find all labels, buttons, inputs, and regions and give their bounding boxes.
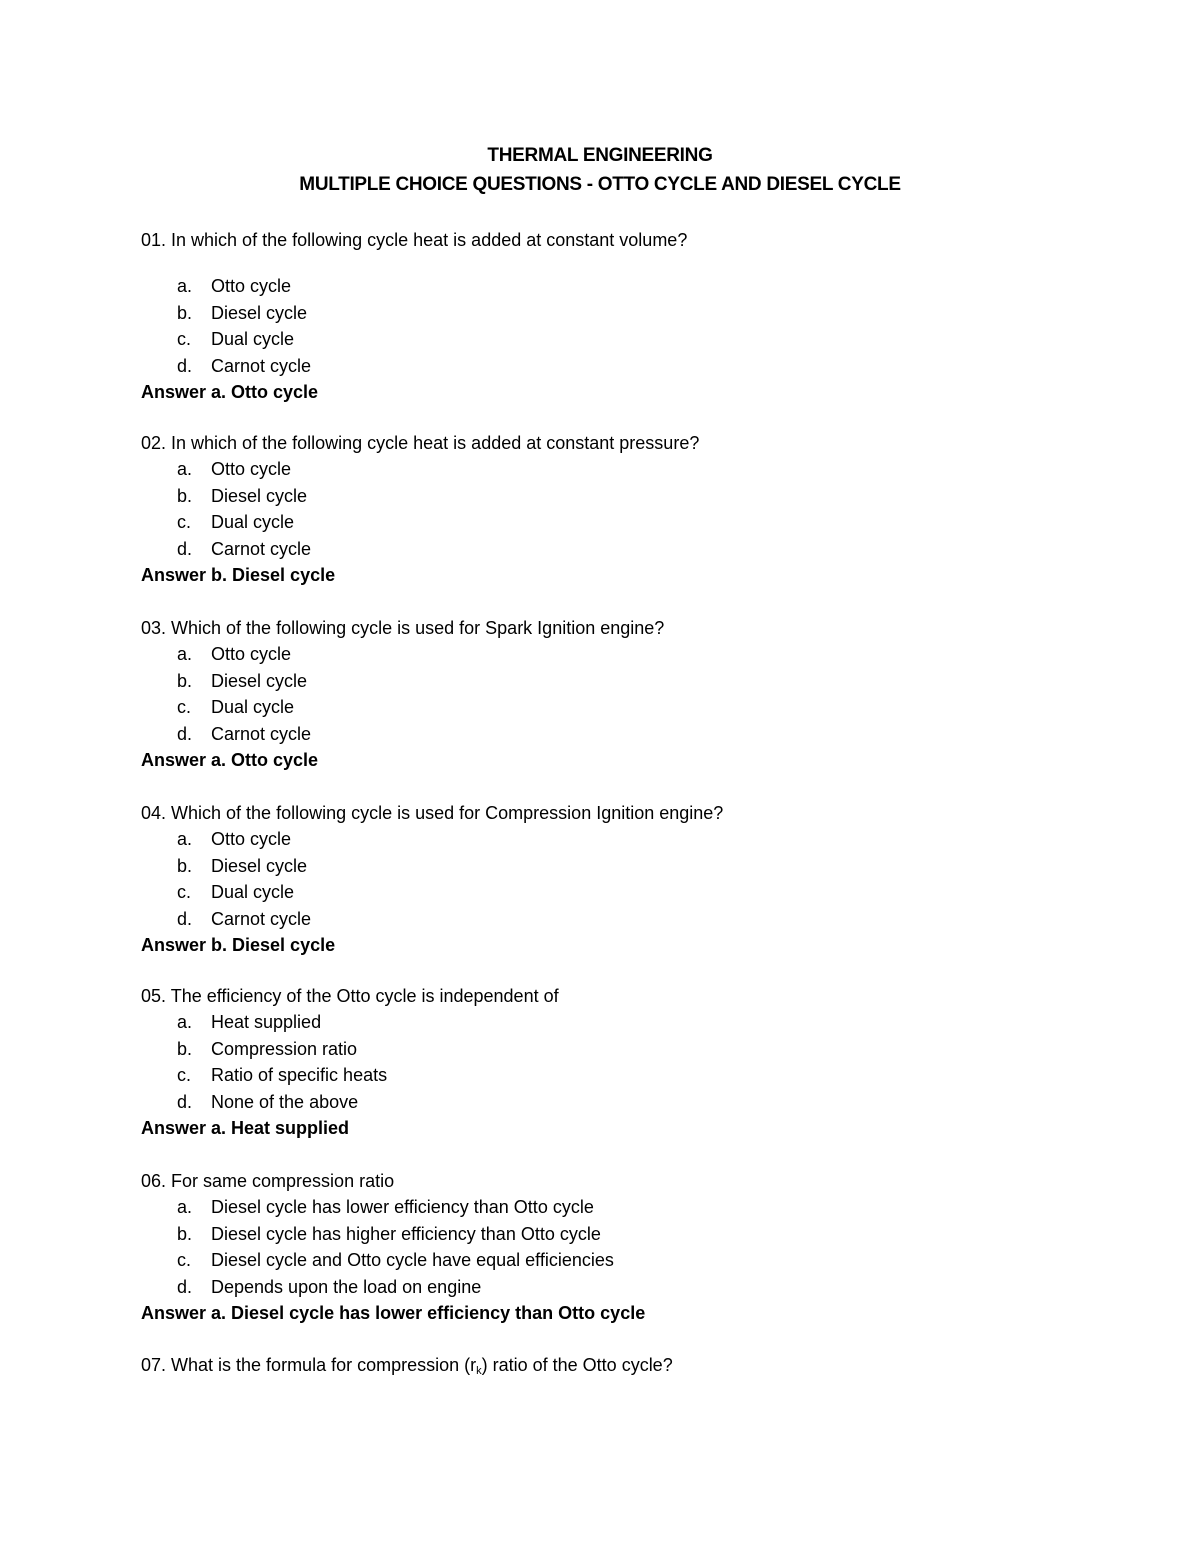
option-text: Carnot cycle <box>211 723 312 744</box>
option-text: Diesel cycle and Otto cycle have equal efficiencies <box>211 1250 614 1270</box>
option-letter: c. <box>177 1065 192 1085</box>
option-letter: c. <box>177 512 192 532</box>
option-text: Diesel cycle <box>211 485 308 506</box>
option-c <box>141 509 1141 536</box>
question-04 <box>141 800 1141 958</box>
option-letter: d. <box>177 1091 193 1112</box>
option-c <box>141 879 1141 906</box>
option-letter: b. <box>177 485 193 506</box>
question-text-start: 07. What is the formula for compression (r <box>141 1355 477 1375</box>
question-text: 01. In which of the following cycle heat is added at constant volume? <box>141 230 688 250</box>
option-text: Ratio of specific heats <box>211 1065 388 1085</box>
option-d <box>141 1089 1141 1116</box>
option-letter: d. <box>177 1276 193 1297</box>
option-d <box>141 353 1141 380</box>
option-letter: b. <box>177 302 193 323</box>
option-text: Otto cycle <box>211 276 292 296</box>
option-d <box>141 1274 1141 1301</box>
option-text: Dual cycle <box>211 882 295 902</box>
option-text: Dual cycle <box>211 512 295 532</box>
option-text: Dual cycle <box>211 329 295 349</box>
question-03 <box>141 615 1141 773</box>
option-text: Carnot cycle <box>211 355 312 376</box>
option-letter: a. <box>177 1197 193 1217</box>
option-a <box>141 826 1141 853</box>
option-c <box>141 1247 1141 1274</box>
question-01 <box>141 227 1141 405</box>
answer-line: Answer b. Diesel cycle <box>141 935 336 955</box>
option-letter: b. <box>177 670 193 691</box>
option-d <box>141 536 1141 563</box>
option-text: Otto cycle <box>211 644 292 664</box>
option-letter: d. <box>177 723 193 744</box>
option-letter: c. <box>177 329 192 349</box>
option-text: Diesel cycle has lower efficiency than Otto cycle <box>211 1197 594 1217</box>
option-letter: b. <box>177 1223 193 1244</box>
option-letter: a. <box>177 644 193 664</box>
option-b <box>141 483 1141 510</box>
answer-line: Answer a. Otto cycle <box>141 382 319 402</box>
option-text: Carnot cycle <box>211 908 312 929</box>
answer-line: Answer a. Otto cycle <box>141 750 319 770</box>
option-text: Compression ratio <box>211 1038 358 1059</box>
document-title: THERMAL ENGINEERING <box>487 145 713 166</box>
option-a <box>141 1009 1141 1036</box>
option-text: Diesel cycle <box>211 855 308 876</box>
question-text <box>141 1352 1141 1378</box>
question-05 <box>141 983 1141 1141</box>
option-text: Otto cycle <box>211 829 292 849</box>
option-d <box>141 906 1141 933</box>
option-letter: a. <box>177 829 193 849</box>
subscript-k: k <box>476 1365 482 1377</box>
option-c <box>141 326 1141 353</box>
option-d <box>141 721 1141 748</box>
option-letter: a. <box>177 459 193 479</box>
option-text: Diesel cycle <box>211 670 308 691</box>
option-list <box>141 1194 1141 1300</box>
option-letter: c. <box>177 882 192 902</box>
option-list <box>141 273 1141 379</box>
question-07 <box>141 1352 1141 1378</box>
option-text: Diesel cycle has higher efficiency than Otto cycle <box>211 1223 601 1244</box>
option-b <box>141 668 1141 695</box>
option-list <box>141 641 1141 747</box>
option-letter: b. <box>177 1038 193 1059</box>
option-text: Heat supplied <box>211 1012 322 1032</box>
option-b <box>141 1221 1141 1248</box>
option-text: Otto cycle <box>211 459 292 479</box>
option-a <box>141 1194 1141 1221</box>
answer-line: Answer a. Diesel cycle has lower efficiency than Otto cycle <box>141 1303 646 1323</box>
option-letter: d. <box>177 908 193 929</box>
option-letter: c. <box>177 1250 192 1270</box>
option-letter: c. <box>177 697 192 717</box>
document-subtitle: MULTIPLE CHOICE QUESTIONS - OTTO CYCLE AND DIESEL CYCLE <box>299 174 901 195</box>
question-06 <box>141 1168 1141 1326</box>
question-02 <box>141 430 1141 588</box>
option-c <box>141 694 1141 721</box>
question-text: 02. In which of the following cycle heat is added at constant pressure? <box>141 433 700 453</box>
option-text: Carnot cycle <box>211 538 312 559</box>
option-list <box>141 1009 1141 1115</box>
option-list <box>141 456 1141 562</box>
option-letter: a. <box>177 1012 193 1032</box>
option-text: Depends upon the load on engine <box>211 1276 482 1297</box>
option-text: None of the above <box>211 1091 359 1112</box>
question-text: 06. For same compression ratio <box>141 1171 395 1191</box>
option-a <box>141 273 1141 300</box>
question-text: 05. The efficiency of the Otto cycle is independent of <box>141 986 559 1006</box>
question-text: 04. Which of the following cycle is used for Compression Ignition engine? <box>141 803 724 823</box>
option-letter: d. <box>177 538 193 559</box>
option-b <box>141 1036 1141 1063</box>
option-list <box>141 826 1141 932</box>
option-b <box>141 853 1141 880</box>
option-text: Diesel cycle <box>211 302 308 323</box>
option-a <box>141 641 1141 668</box>
question-text-end: ) ratio of the Otto cycle? <box>481 1355 673 1375</box>
option-letter: d. <box>177 355 193 376</box>
option-c <box>141 1062 1141 1089</box>
answer-line: Answer a. Heat supplied <box>141 1118 350 1138</box>
option-text: Dual cycle <box>211 697 295 717</box>
answer-line: Answer b. Diesel cycle <box>141 565 336 585</box>
option-letter: b. <box>177 855 193 876</box>
option-a <box>141 456 1141 483</box>
option-b <box>141 300 1141 327</box>
question-text: 03. Which of the following cycle is used for Spark Ignition engine? <box>141 618 665 638</box>
option-letter: a. <box>177 276 193 296</box>
